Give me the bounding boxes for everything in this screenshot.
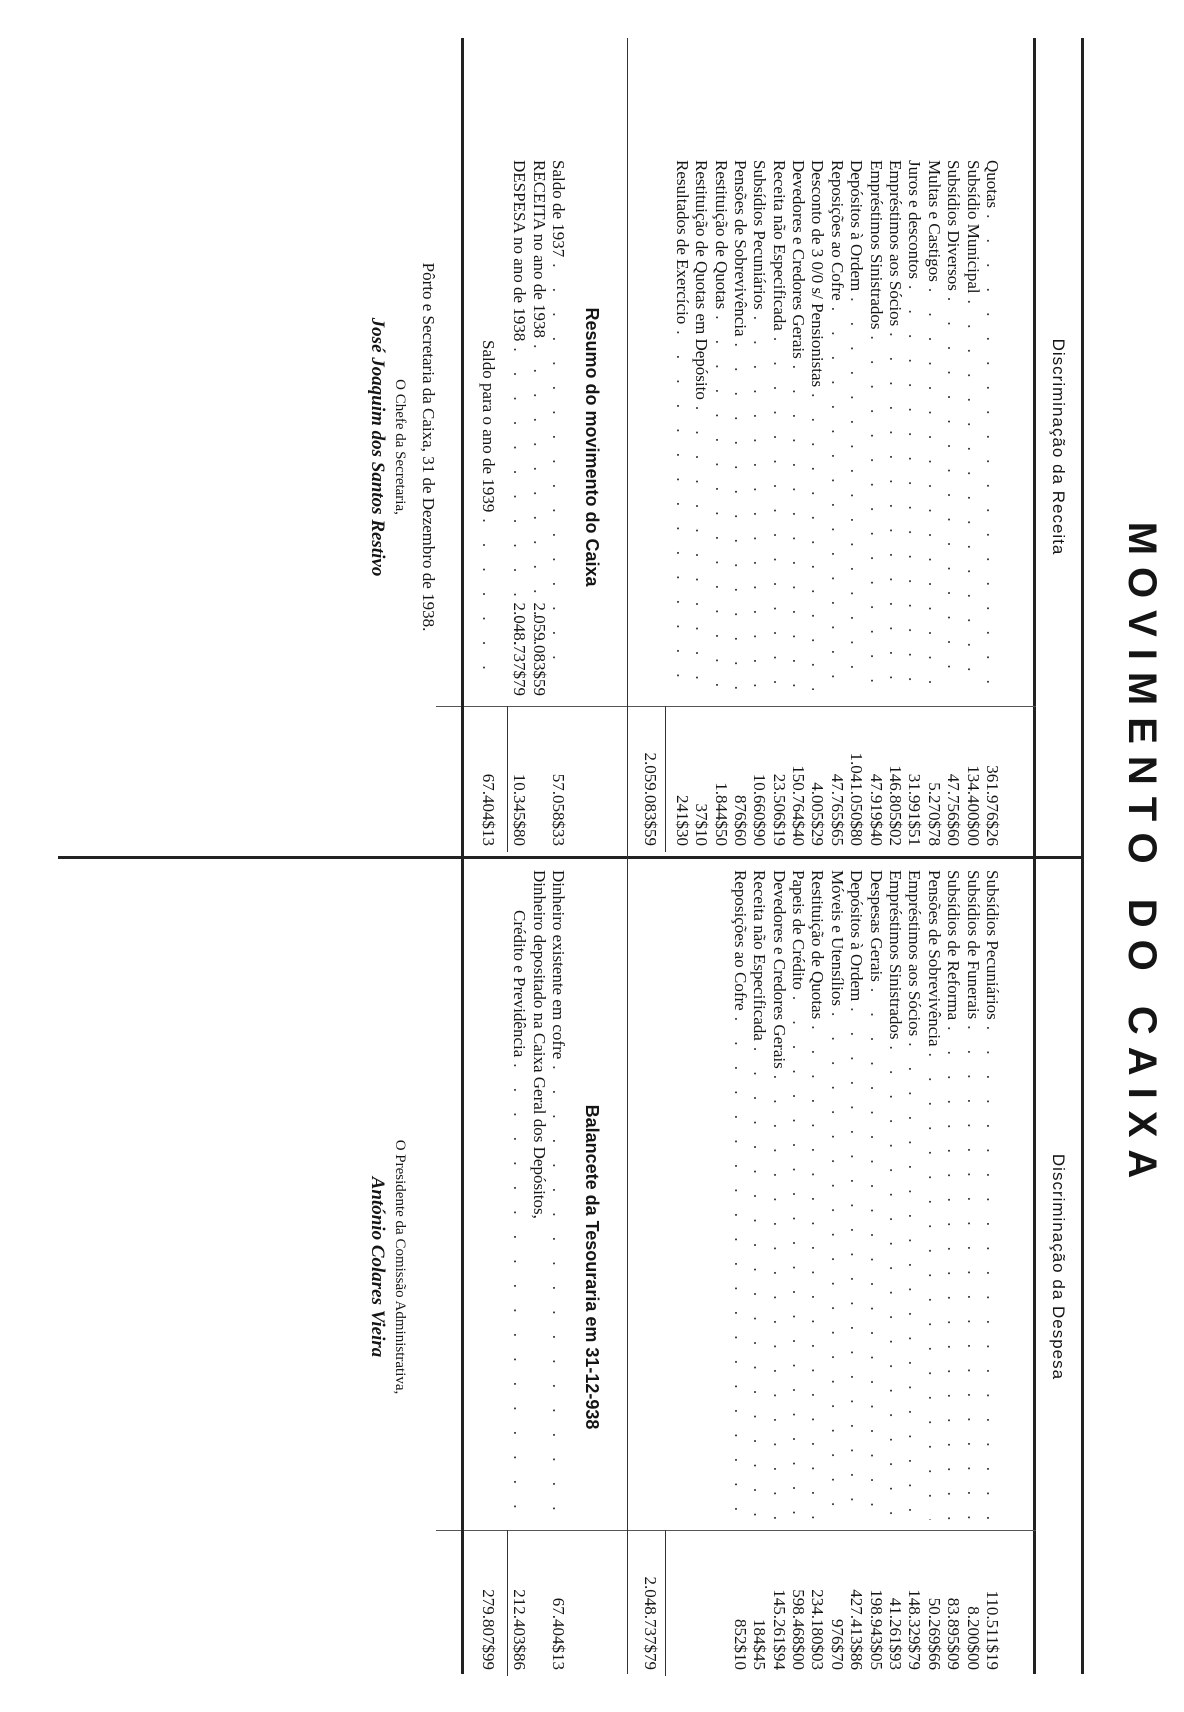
despesa-row: Pensões de Sobrevivência . . .	[924, 870, 943, 1520]
saldo-label: Saldo para o ano de 1939	[479, 340, 498, 513]
despesa-row: Receita não Especificada . . .	[750, 870, 769, 1520]
despesa-value: 852$10	[730, 1619, 750, 1670]
balancete-row: Dinheiro depositado na Caixa Geral dos Depósitos,	[529, 870, 549, 1219]
receita-value: 134.400$00	[963, 765, 983, 846]
receita-row: Empréstimos Sinistrados . . .	[866, 160, 885, 690]
right-signer-name: António Colares Vieira	[367, 1176, 388, 1358]
despesa-row: Devedores e Credores Gerais . . .	[769, 870, 788, 1520]
despesa-row: Subsídios de Funerais . . .	[963, 870, 982, 1520]
receita-value: 47.756$60	[944, 773, 964, 846]
resumo-mid-values	[510, 560, 568, 696]
despesa-value: 83.895$09	[944, 1597, 964, 1670]
receita-row: Reposições ao Cofre . . .	[827, 160, 846, 690]
despesa-value: 976$70	[827, 1619, 847, 1670]
despesa-value: 427.413$86	[847, 1589, 867, 1670]
despesa-value: 234.180$03	[808, 1589, 828, 1670]
receita-value: 37$10	[692, 803, 712, 846]
despesa-row: Despesas Gerais . . .	[866, 870, 885, 1520]
page-title: MOVIMENTO DO CAIXA	[1120, 521, 1164, 1191]
receita-value: 47.765$65	[827, 773, 847, 846]
balancete-row: Crédito e Previdência . . .	[510, 870, 529, 1520]
receita-row: Subsídios Diversos . . .	[944, 160, 963, 690]
receita-list	[672, 160, 1002, 690]
resumo-row: RECEITA no ano de 1938 . . .	[529, 160, 548, 660]
receita-row: Pensões de Sobrevivência . . .	[731, 160, 750, 690]
receita-value: 10.660$90	[750, 773, 770, 846]
receita-row: Empréstimos aos Sócios . . .	[886, 160, 905, 690]
resumo-values	[510, 706, 568, 846]
receita-row: Juros e descontos . . .	[905, 160, 924, 690]
balancete-sum-rule	[507, 1530, 508, 1676]
resumo-sum-rule	[507, 706, 508, 852]
resumo-heading: Resumo do movimento do Caixa	[582, 307, 602, 587]
receita-value: 4.005$29	[808, 782, 828, 846]
receita-value: 146.805$02	[886, 765, 906, 846]
despesa-values	[731, 1530, 1002, 1670]
receita-value: 23.506$19	[769, 773, 789, 846]
resumo-mid-value: 2.059.083$59	[529, 602, 549, 696]
despesa-value: 50.269$66	[924, 1597, 944, 1670]
left-signer-name: José Joaquim dos Santos Restivo	[367, 317, 388, 577]
resumo-row: DESPESA no ano de 1938 . . .	[510, 160, 529, 660]
resumo-value: 10.345$80	[510, 773, 530, 846]
despesa-row: Móveis e Utensílios . . .	[827, 870, 846, 1520]
despesa-value: 41.261$93	[886, 1597, 906, 1670]
receita-row: Depósitos à Ordem . . .	[847, 160, 866, 690]
despesa-value: 598.468$00	[789, 1589, 809, 1670]
receita-value: 241$30	[672, 795, 692, 846]
right-signer-role: O Presidente da Comissão Administrativa,	[392, 1139, 408, 1395]
despesa-value: 145.261$94	[769, 1589, 789, 1670]
section-separator	[627, 38, 628, 1674]
receita-row: Quotas . . .	[983, 160, 1002, 690]
receita-value: 31.991$51	[905, 773, 925, 846]
receita-values	[672, 706, 1002, 846]
resumo-value: 57.058$33	[549, 773, 568, 846]
despesa-value: 148.329$79	[905, 1589, 925, 1670]
receita-row: Receita não Especificada . . .	[769, 160, 788, 690]
center-divider	[58, 856, 1084, 859]
receita-value: 876$60	[730, 795, 750, 846]
receita-row: Resultados de Exercício . . .	[672, 160, 691, 690]
receita-value: 47.919$40	[866, 773, 886, 846]
receita-row: Subsídio Municipal . . .	[963, 160, 982, 690]
resumo-value	[529, 706, 548, 846]
despesa-value: 198.943$05	[866, 1589, 886, 1670]
saldo-value: 67.404$13	[479, 773, 498, 846]
receita-row: Restituição de Quotas em Depósito . . .	[692, 160, 711, 690]
balancete-value	[529, 1530, 548, 1670]
despesa-row: Empréstimos Sinistrados . . .	[886, 870, 905, 1520]
receita-value: 150.764$40	[789, 765, 809, 846]
receita-row: Devedores e Credores Gerais . . .	[789, 160, 808, 690]
despesa-row: Restituição de Quotas . . .	[808, 870, 827, 1520]
receita-heading: Discriminação da Receita	[1049, 338, 1068, 556]
resumo-row: Saldo de 1937 . . .	[549, 160, 568, 660]
receita-value: 5.270$78	[924, 782, 944, 846]
despesa-list	[731, 870, 1002, 1520]
receita-row: Desconto de 3 0/0 s/ Pensionistas . . .	[808, 160, 827, 690]
despesa-row: Papeis de Crédito . . .	[789, 870, 808, 1520]
left-signer-role: O Chefe da Secretaria,	[392, 379, 408, 515]
place-date: Pôrto e Secretaria da Caixa, 31 de Dezembro de 1938.	[419, 262, 438, 632]
balancete-value: 212.403$86	[510, 1589, 530, 1670]
resumo-mid-value	[549, 560, 568, 696]
despesa-value: 184$45	[750, 1619, 770, 1670]
receita-value: 361.976$26	[983, 765, 1002, 846]
receita-value: 1.041.050$80	[847, 752, 867, 846]
despesa-row: Depósitos à Ordem . . .	[847, 870, 866, 1520]
balancete-heading: Balancete da Tesouraria em 31-12-938	[582, 1104, 602, 1430]
despesa-total: 2.048.737$79	[641, 1576, 660, 1670]
balancete-total: 279.807$99	[479, 1589, 498, 1670]
despesa-value: 8.200$00	[963, 1606, 983, 1670]
balancete-value: 67.404$13	[549, 1597, 568, 1670]
receita-row: Subsídios Pecuniários . . .	[750, 160, 769, 690]
receita-row: Multas e Castigos . . .	[924, 160, 943, 690]
despesa-sum-rule	[665, 1530, 666, 1676]
despesa-heading: Discriminação da Despesa	[1049, 1153, 1068, 1381]
resumo-mid-value: 2.048.737$79	[510, 602, 530, 696]
receita-sum-rule	[665, 706, 666, 852]
balancete-row: Dinheiro existente em cofre . . .	[549, 870, 568, 1520]
balancete-values	[510, 1530, 568, 1670]
receita-total: 2.059.083$59	[641, 752, 660, 846]
balancete-list	[510, 870, 568, 1520]
resumo-saldo-row	[479, 340, 498, 680]
despesa-row: Subsídios de Reforma . . .	[944, 870, 963, 1520]
bottom-rule	[461, 38, 464, 1674]
despesa-row: Reposições ao Cofre . . .	[731, 870, 750, 1520]
receita-value: 1.844$50	[711, 782, 731, 846]
despesa-value: 110.511$19	[983, 1590, 1002, 1670]
despesa-row: Empréstimos aos Sócios . . .	[905, 870, 924, 1520]
receita-row: Restituição de Quotas . . .	[711, 160, 730, 690]
despesa-row: Subsídios Pecuniários . . .	[983, 870, 1002, 1520]
